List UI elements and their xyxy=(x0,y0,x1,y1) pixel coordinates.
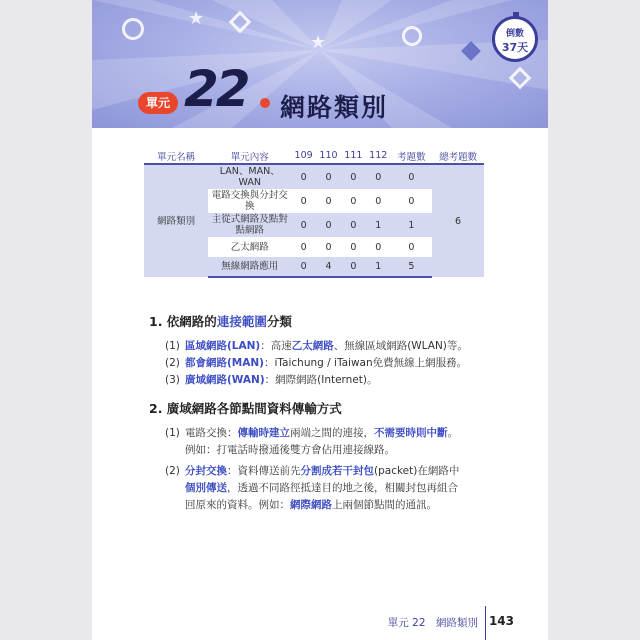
list-item xyxy=(165,355,529,372)
list-item xyxy=(165,463,529,514)
book-page xyxy=(92,0,548,640)
table-row xyxy=(144,164,484,189)
count-cell: 1 xyxy=(391,213,432,237)
value-cell: 0 xyxy=(325,195,332,207)
content-cell: 電路交換與分封交換 xyxy=(211,190,288,212)
item-text: 例如：打電話時撥通後雙方會佔用連接線路。 xyxy=(185,444,395,456)
item-number: (2) xyxy=(165,357,180,369)
value-cell: 0 xyxy=(366,164,391,189)
item-text: ：iTaichung / iTaiwan免費無線上網服務。 xyxy=(263,357,468,369)
page-footer xyxy=(92,606,548,640)
col-111: 111 xyxy=(341,148,366,164)
value-cell: 0 xyxy=(375,241,382,253)
star-icon: ★ xyxy=(310,32,327,53)
value-cell: 1 xyxy=(366,213,391,237)
list-item xyxy=(165,425,529,459)
content-cell: 無線網路應用 xyxy=(208,257,291,277)
countdown-label: 倒數 xyxy=(505,29,524,39)
count-cell: 0 xyxy=(391,164,432,189)
footer-divider xyxy=(485,606,486,640)
star-icon: ★ xyxy=(188,8,205,29)
countdown-clock-icon xyxy=(492,16,538,62)
value-cell: 0 xyxy=(350,195,357,207)
count-cell: 0 xyxy=(408,241,415,253)
count-cell: 0 xyxy=(408,195,415,207)
col-110: 110 xyxy=(316,148,341,164)
col-112: 112 xyxy=(366,148,391,164)
value-cell: 0 xyxy=(316,213,341,237)
value-cell: 1 xyxy=(366,257,391,277)
value-cell: 0 xyxy=(341,164,366,189)
page-number: 143 xyxy=(488,614,514,628)
term-highlight: 個別傳送 xyxy=(185,482,227,494)
item-text: 。 xyxy=(447,427,458,439)
value-cell: 0 xyxy=(291,213,316,237)
list-item xyxy=(165,372,529,389)
value-cell: 0 xyxy=(341,257,366,277)
item-text: 兩端之間的連接， xyxy=(290,427,374,439)
item-number: (1) xyxy=(165,427,180,439)
col-total: 總考題數 xyxy=(432,148,484,164)
item-number: (1) xyxy=(165,340,180,352)
heading-text: 分類 xyxy=(266,314,292,329)
term-highlight: 都會網路(MAN) xyxy=(185,357,264,369)
footer-chapter-label: 單元 22 網路類別 xyxy=(387,617,478,629)
item-text: ：高速 xyxy=(260,340,292,352)
term-highlight: 乙太網路 xyxy=(291,340,334,352)
value-cell: 0 xyxy=(300,195,307,207)
ring-decoration xyxy=(402,26,422,46)
table-header-row xyxy=(144,148,484,164)
value-cell: 0 xyxy=(325,241,332,253)
heading-highlight: 連接範圍 xyxy=(216,314,267,329)
value-cell: 0 xyxy=(350,241,357,253)
item-text: ：資料傳送前先 xyxy=(227,465,301,477)
notes-content xyxy=(149,312,529,514)
unit-number: 22 xyxy=(184,60,248,118)
term-highlight: 傳輸時建立 xyxy=(237,427,290,439)
item-text: 電路交換： xyxy=(185,427,238,439)
item-text: ，透過不同路徑抵達目的地之後，相關封包再組合 xyxy=(227,482,458,494)
list-item xyxy=(165,338,529,355)
item-number: (3) xyxy=(165,374,180,386)
value-cell: 0 xyxy=(291,257,316,277)
unit-dot xyxy=(260,98,270,108)
col-unit-name: 單元名稱 xyxy=(144,148,208,164)
term-highlight: 廣域網路(WAN) xyxy=(185,374,265,386)
value-cell: 0 xyxy=(341,213,366,237)
exam-stats-table xyxy=(144,148,484,278)
content-cell: LAN、MAN、WAN xyxy=(208,164,291,189)
item-text: 上兩個節點間的通訊。 xyxy=(332,499,437,511)
term-highlight: 分割成若干封包 xyxy=(300,465,374,477)
item-text: (packet)在網路中 xyxy=(374,465,460,477)
unit-name-cell: 網路類別 xyxy=(144,164,208,277)
value-cell: 0 xyxy=(316,164,341,189)
value-cell: 4 xyxy=(316,257,341,277)
count-cell: 5 xyxy=(391,257,432,277)
ring-decoration xyxy=(122,18,144,40)
unit-title: 網路類別 xyxy=(280,93,389,122)
term-highlight: 分封交換 xyxy=(185,465,227,477)
unit-badge: 單元 xyxy=(138,92,178,114)
value-cell: 0 xyxy=(375,195,382,207)
countdown-days: 37天 xyxy=(501,41,529,54)
heading-text: 1. 依網路的 xyxy=(149,314,217,329)
item-number: (2) xyxy=(165,465,180,477)
value-cell: 0 xyxy=(291,164,316,189)
term-highlight: 區域網路(LAN) xyxy=(185,340,261,352)
total-cell: 6 xyxy=(432,164,484,277)
col-count: 考題數 xyxy=(391,148,432,164)
item-text: 回原來的資料。例如： xyxy=(185,499,290,511)
term-highlight: 不需要時則中斷 xyxy=(374,427,448,439)
value-cell: 0 xyxy=(300,241,307,253)
content-cell: 乙太網路 xyxy=(230,241,269,253)
section-1-heading xyxy=(149,312,529,330)
content-cell: 主從式網路及點對點網路 xyxy=(208,213,291,237)
col-109: 109 xyxy=(291,148,316,164)
col-unit-content: 單元內容 xyxy=(208,148,291,164)
item-text: 、無線區域網路(WLAN)等。 xyxy=(333,340,468,352)
section-2-heading: 2. 廣域網路各節點間資料傳輸方式 xyxy=(149,401,342,416)
clock-knob xyxy=(513,12,519,17)
term-highlight: 網際網路 xyxy=(290,499,332,511)
item-text: ：網際網路(Internet)。 xyxy=(264,374,378,386)
